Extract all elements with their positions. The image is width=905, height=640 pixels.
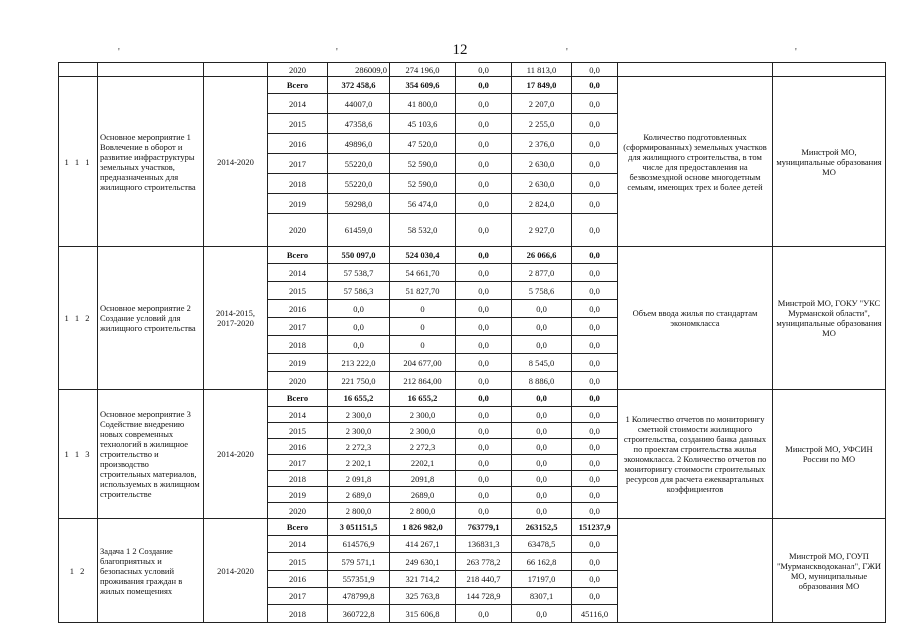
value-cell: 0,0 <box>572 571 618 588</box>
value-cell: 45116,0 <box>572 605 618 623</box>
header-tick: ' <box>118 47 120 58</box>
value-cell: 151237,9 <box>572 519 618 536</box>
block-executor: Минстрой МО, муниципальные образования МО <box>773 77 886 247</box>
value-cell: 0,0 <box>572 134 618 154</box>
value-cell: 0,0 <box>512 318 572 336</box>
value-cell: 0,0 <box>328 300 390 318</box>
value-cell: 2 877,0 <box>512 264 572 282</box>
value-cell: 0,0 <box>456 63 512 77</box>
block-indicator <box>618 519 773 623</box>
value-cell: 16 655,2 <box>328 390 390 407</box>
value-cell: 59298,0 <box>328 194 390 214</box>
block-code: 1 1 2 <box>59 247 98 390</box>
value-cell: 41 800,0 <box>390 94 456 114</box>
block-indicator: 1 Количество отчетов по мониторингу сметной стоимости жилищного строительства, созданию банка данных по проектам строительства жилья экономкласса. 2 Количество отчетов по мониторингу стоимости строительных ресурсов для расчета ежеквартальных коэффициентов <box>618 390 773 519</box>
value-cell: 204 677,00 <box>390 354 456 372</box>
year-cell: 2015 <box>268 114 328 134</box>
value-cell: 0,0 <box>512 407 572 423</box>
value-cell: 212 864,00 <box>390 372 456 390</box>
value-cell: 0,0 <box>572 264 618 282</box>
value-cell: 0,0 <box>328 336 390 354</box>
block-indicator: Количество подготовленных (сформированных) земельных участков для жилищного строительства, в том числе для предоставления на безвозмездной основе многодетным семьям, имеющих трех и более детей <box>618 77 773 247</box>
value-cell: 2 202,1 <box>328 455 390 471</box>
value-cell: 0,0 <box>456 247 512 264</box>
value-cell: 2 300,0 <box>390 407 456 423</box>
value-cell: 2 376,0 <box>512 134 572 154</box>
value-cell: 0,0 <box>456 471 512 487</box>
value-cell: 0,0 <box>456 439 512 455</box>
year-cell: 2015 <box>268 553 328 571</box>
header-tick: ' <box>795 47 797 58</box>
value-cell: 17197,0 <box>512 571 572 588</box>
value-cell: 0,0 <box>456 174 512 194</box>
value-cell: 0,0 <box>512 336 572 354</box>
value-cell: 57 538,7 <box>328 264 390 282</box>
value-cell: 61459,0 <box>328 214 390 247</box>
value-cell: 0,0 <box>572 77 618 94</box>
value-cell: 221 750,0 <box>328 372 390 390</box>
value-cell: 0,0 <box>572 154 618 174</box>
year-cell: Всего <box>268 390 328 407</box>
value-cell: 524 030,4 <box>390 247 456 264</box>
value-cell: 315 606,8 <box>390 605 456 623</box>
block-indicator: Объем ввода жилья по стандартам экономкласса <box>618 247 773 390</box>
value-cell: 0,0 <box>572 536 618 553</box>
value-cell: 0,0 <box>456 372 512 390</box>
value-cell: 0,0 <box>456 407 512 423</box>
budget-table <box>58 62 886 623</box>
value-cell: 218 440,7 <box>456 571 512 588</box>
value-cell: 0,0 <box>572 282 618 300</box>
year-cell: 2015 <box>268 282 328 300</box>
value-cell: 478799,8 <box>328 588 390 605</box>
value-cell: 17 849,0 <box>512 77 572 94</box>
value-cell: 0,0 <box>572 114 618 134</box>
year-cell: 2018 <box>268 336 328 354</box>
value-cell: 0,0 <box>456 423 512 439</box>
value-cell: 550 097,0 <box>328 247 390 264</box>
page-number: 12 <box>452 42 468 58</box>
value-cell: 0,0 <box>456 503 512 519</box>
year-cell: 2014 <box>268 264 328 282</box>
value-cell: 0,0 <box>456 264 512 282</box>
value-cell: 0,0 <box>456 114 512 134</box>
year-cell: 2019 <box>268 194 328 214</box>
block-executor: Минстрой МО, ГОКУ "УКС Мурманской области", муниципальные образования МО <box>773 247 886 390</box>
block-name: Задача 1 2 Создание благоприятных и безопасных условий проживания граждан в жилых помещениях <box>98 519 204 623</box>
value-cell: 372 458,6 <box>328 77 390 94</box>
value-cell: 8 886,0 <box>512 372 572 390</box>
block-name: Основное мероприятие 3 Содействие внедрению новых современных технологий в жилищное строительство и производство строительных материалов, используемых в жилищном строительстве <box>98 390 204 519</box>
year-cell: 2017 <box>268 588 328 605</box>
value-cell: 0,0 <box>572 214 618 247</box>
value-cell: 0,0 <box>456 134 512 154</box>
value-cell: 0,0 <box>512 605 572 623</box>
value-cell: 360722,8 <box>328 605 390 623</box>
value-cell: 0,0 <box>512 439 572 455</box>
value-cell: 579 571,1 <box>328 553 390 571</box>
year-cell: Всего <box>268 77 328 94</box>
value-cell: 44007,0 <box>328 94 390 114</box>
value-cell: 8307,1 <box>512 588 572 605</box>
year-cell: 2016 <box>268 439 328 455</box>
value-cell: 47 520,0 <box>390 134 456 154</box>
value-cell: 0,0 <box>456 390 512 407</box>
year-cell: 2016 <box>268 134 328 154</box>
value-cell: 0,0 <box>456 487 512 503</box>
value-cell: 263 778,2 <box>456 553 512 571</box>
value-cell: 274 196,0 <box>390 63 456 77</box>
value-cell: 11 813,0 <box>512 63 572 77</box>
value-cell: 0,0 <box>572 588 618 605</box>
value-cell: 2 689,0 <box>328 487 390 503</box>
table-row <box>59 63 886 77</box>
value-cell: 16 655,2 <box>390 390 456 407</box>
year-cell: Всего <box>268 247 328 264</box>
value-cell: 5 758,6 <box>512 282 572 300</box>
value-cell: 47358,6 <box>328 114 390 134</box>
value-cell: 2 272,3 <box>328 439 390 455</box>
code-cell <box>59 63 98 77</box>
value-cell: 0,0 <box>572 372 618 390</box>
value-cell: 2091,8 <box>390 471 456 487</box>
value-cell: 57 586,3 <box>328 282 390 300</box>
value-cell: 1 826 982,0 <box>390 519 456 536</box>
year-cell: 2016 <box>268 300 328 318</box>
block-executor: Минстрой МО, ГОУП "Мурманскводоканал", ГЖИ МО, муниципальные образования МО <box>773 519 886 623</box>
year-cell: 2017 <box>268 455 328 471</box>
value-cell: 144 728,9 <box>456 588 512 605</box>
period-cell <box>204 63 268 77</box>
year-cell: 2016 <box>268 571 328 588</box>
value-cell: 0 <box>390 336 456 354</box>
indicator-cell <box>618 63 773 77</box>
year-cell: 2018 <box>268 471 328 487</box>
value-cell: 0,0 <box>572 247 618 264</box>
value-cell: 55220,0 <box>328 174 390 194</box>
value-cell: 58 532,0 <box>390 214 456 247</box>
block-name: Основное мероприятие 1 Вовлечение в оборот и развитие инфраструктуры земельных участков, предназначенных для жилищного строительства <box>98 77 204 247</box>
value-cell: 0,0 <box>572 455 618 471</box>
block-code: 1 1 3 <box>59 390 98 519</box>
block-period: 2014-2020 <box>204 519 268 623</box>
year-cell: 2019 <box>268 354 328 372</box>
value-cell: 0,0 <box>572 423 618 439</box>
value-cell: 56 474,0 <box>390 194 456 214</box>
value-cell: 136831,3 <box>456 536 512 553</box>
value-cell: 66 162,8 <box>512 553 572 571</box>
value-cell: 0,0 <box>572 503 618 519</box>
value-cell: 2 091,8 <box>328 471 390 487</box>
value-cell: 2 800,0 <box>328 503 390 519</box>
value-cell: 354 609,6 <box>390 77 456 94</box>
value-cell: 0,0 <box>456 318 512 336</box>
year-cell: 2015 <box>268 423 328 439</box>
value-cell: 0,0 <box>512 503 572 519</box>
year-cell: 2017 <box>268 154 328 174</box>
year-cell: 2014 <box>268 94 328 114</box>
value-cell: 2 927,0 <box>512 214 572 247</box>
value-cell: 0,0 <box>572 174 618 194</box>
value-cell: 0,0 <box>456 354 512 372</box>
value-cell: 0,0 <box>572 94 618 114</box>
value-cell: 2 300,0 <box>328 407 390 423</box>
block-period: 2014-2020 <box>204 390 268 519</box>
value-cell: 2 300,0 <box>328 423 390 439</box>
block-period: 2014-2015, 2017-2020 <box>204 247 268 390</box>
value-cell: 0,0 <box>456 214 512 247</box>
table-row <box>59 77 886 94</box>
value-cell: 51 827,70 <box>390 282 456 300</box>
value-cell: 49896,0 <box>328 134 390 154</box>
value-cell: 557351,9 <box>328 571 390 588</box>
value-cell: 0,0 <box>572 439 618 455</box>
value-cell: 0,0 <box>572 553 618 571</box>
year-cell: Всего <box>268 519 328 536</box>
year-cell: 2018 <box>268 605 328 623</box>
value-cell: 2 824,0 <box>512 194 572 214</box>
name-cell <box>98 63 204 77</box>
value-cell: 0,0 <box>456 94 512 114</box>
year-cell: 2020 <box>268 503 328 519</box>
year-cell: 2014 <box>268 407 328 423</box>
value-cell: 0,0 <box>512 487 572 503</box>
value-cell: 286009,0 <box>328 63 390 77</box>
value-cell: 249 630,1 <box>390 553 456 571</box>
value-cell: 2 255,0 <box>512 114 572 134</box>
value-cell: 0,0 <box>456 336 512 354</box>
value-cell: 213 222,0 <box>328 354 390 372</box>
value-cell: 2 800,0 <box>390 503 456 519</box>
value-cell: 763779,1 <box>456 519 512 536</box>
header-tick: ' <box>336 47 338 58</box>
value-cell: 321 714,2 <box>390 571 456 588</box>
value-cell: 52 590,0 <box>390 174 456 194</box>
value-cell: 0 <box>390 300 456 318</box>
value-cell: 0,0 <box>572 63 618 77</box>
value-cell: 263152,5 <box>512 519 572 536</box>
value-cell: 0,0 <box>512 390 572 407</box>
value-cell: 0,0 <box>572 471 618 487</box>
value-cell: 2202,1 <box>390 455 456 471</box>
value-cell: 0,0 <box>456 194 512 214</box>
value-cell: 0,0 <box>456 605 512 623</box>
value-cell: 54 661,70 <box>390 264 456 282</box>
table-row <box>59 247 886 264</box>
table-row <box>59 519 886 536</box>
value-cell: 0,0 <box>572 194 618 214</box>
year-cell: 2020 <box>268 214 328 247</box>
value-cell: 0,0 <box>572 487 618 503</box>
value-cell: 0 <box>390 318 456 336</box>
executor-cell <box>773 63 886 77</box>
value-cell: 0,0 <box>456 154 512 174</box>
block-name: Основное мероприятие 2 Создание условий для жилищного строительства <box>98 247 204 390</box>
value-cell: 0,0 <box>572 354 618 372</box>
value-cell: 2 630,0 <box>512 154 572 174</box>
year-cell: 2014 <box>268 536 328 553</box>
value-cell: 2 630,0 <box>512 174 572 194</box>
value-cell: 26 066,6 <box>512 247 572 264</box>
value-cell: 2 300,0 <box>390 423 456 439</box>
value-cell: 63478,5 <box>512 536 572 553</box>
table-row <box>59 390 886 407</box>
value-cell: 55220,0 <box>328 154 390 174</box>
year-cell: 2020 <box>268 63 328 77</box>
value-cell: 0,0 <box>456 77 512 94</box>
value-cell: 614576,9 <box>328 536 390 553</box>
value-cell: 414 267,1 <box>390 536 456 553</box>
value-cell: 2 207,0 <box>512 94 572 114</box>
value-cell: 0,0 <box>456 455 512 471</box>
value-cell: 0,0 <box>572 318 618 336</box>
block-executor: Минстрой МО, УФСИН России по МО <box>773 390 886 519</box>
header-tick: ' <box>566 47 568 58</box>
year-cell: 2018 <box>268 174 328 194</box>
value-cell: 0,0 <box>512 455 572 471</box>
value-cell: 0,0 <box>572 407 618 423</box>
value-cell: 45 103,6 <box>390 114 456 134</box>
block-code: 1 1 1 <box>59 77 98 247</box>
value-cell: 3 051151,5 <box>328 519 390 536</box>
value-cell: 0,0 <box>328 318 390 336</box>
value-cell: 0,0 <box>456 282 512 300</box>
value-cell: 8 545,0 <box>512 354 572 372</box>
value-cell: 0,0 <box>512 423 572 439</box>
value-cell: 2 272,3 <box>390 439 456 455</box>
value-cell: 0,0 <box>456 300 512 318</box>
year-cell: 2019 <box>268 487 328 503</box>
block-period: 2014-2020 <box>204 77 268 247</box>
year-cell: 2017 <box>268 318 328 336</box>
value-cell: 0,0 <box>512 471 572 487</box>
year-cell: 2020 <box>268 372 328 390</box>
value-cell: 0,0 <box>572 300 618 318</box>
value-cell: 325 763,8 <box>390 588 456 605</box>
value-cell: 52 590,0 <box>390 154 456 174</box>
value-cell: 2689,0 <box>390 487 456 503</box>
value-cell: 0,0 <box>572 336 618 354</box>
value-cell: 0,0 <box>572 390 618 407</box>
value-cell: 0,0 <box>512 300 572 318</box>
block-code: 1 2 <box>59 519 98 623</box>
